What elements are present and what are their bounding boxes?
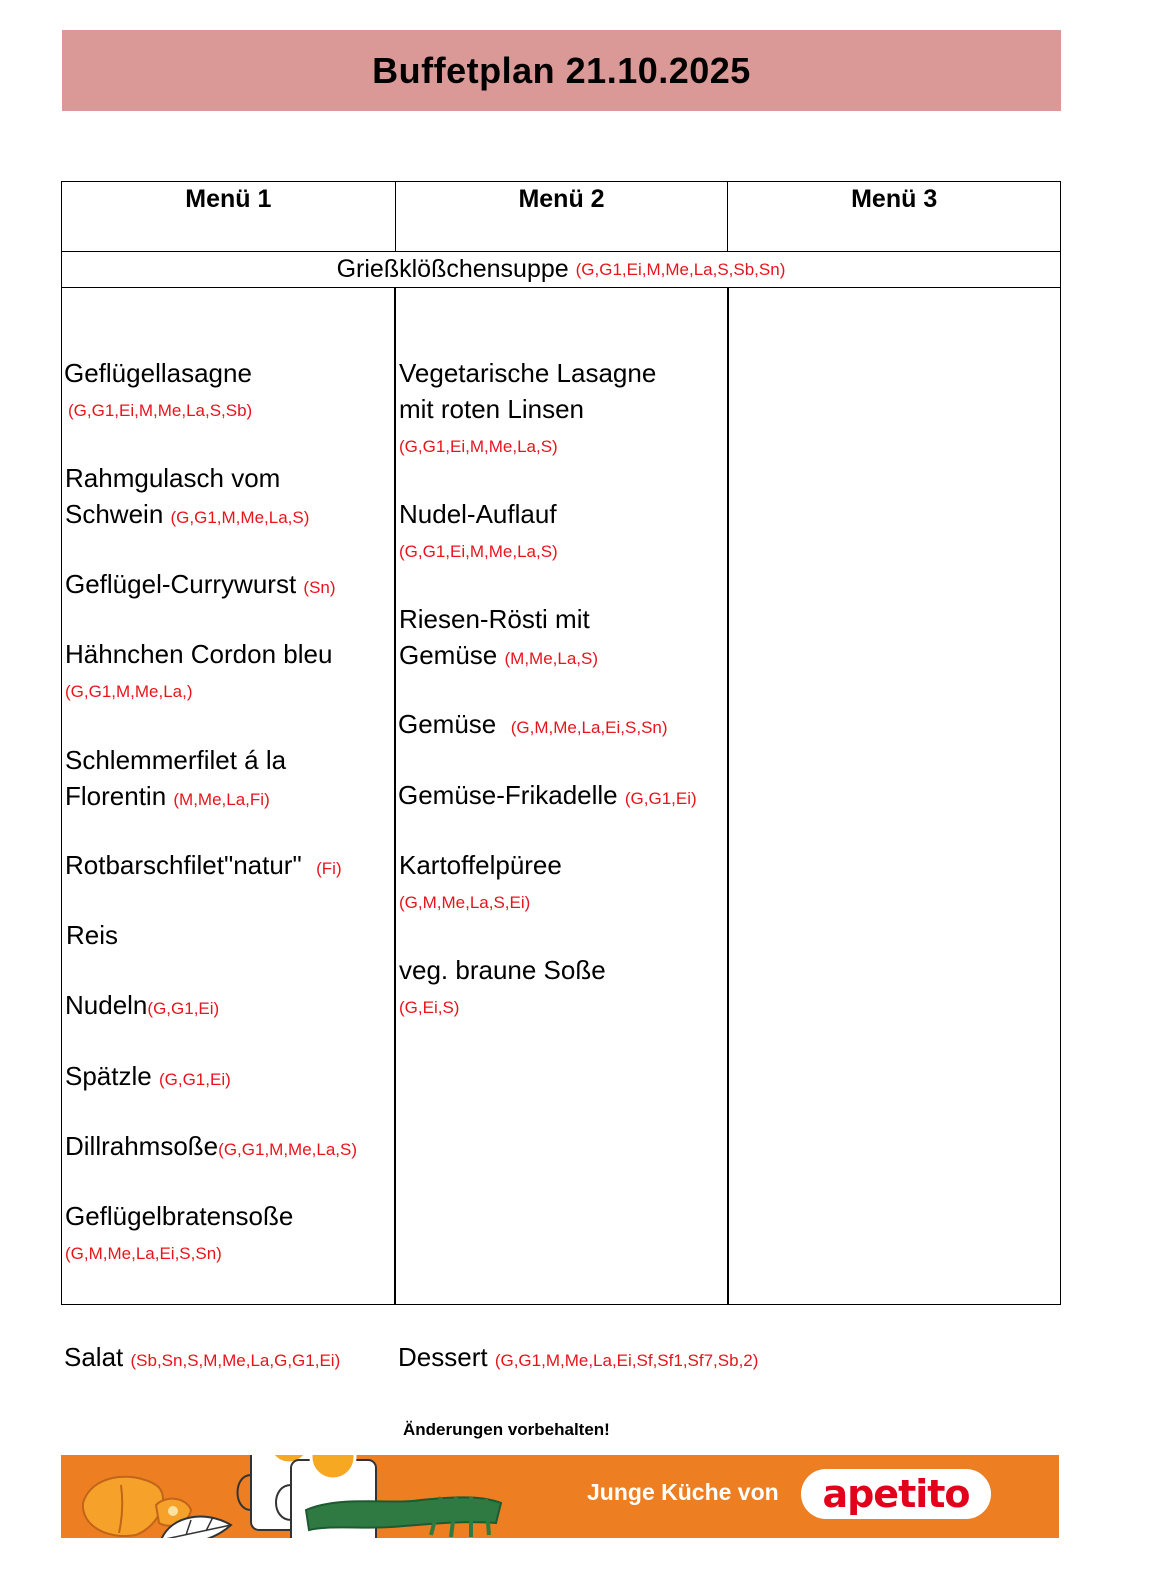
dish-allergens: (G,G1,Ei) bbox=[158, 1070, 231, 1089]
dish-name: Geflügellasagne bbox=[64, 358, 252, 388]
dish-name: Geflügelbratensoße bbox=[65, 1201, 294, 1231]
dish-name: Rahmgulasch vom bbox=[65, 463, 281, 493]
column-divider bbox=[727, 288, 729, 1304]
dish-allergens: (G,G1,Ei) bbox=[624, 789, 697, 808]
dish-name-line2: Florentin bbox=[65, 781, 167, 811]
dish-allergens: (G,G1,M,Me,La,S) bbox=[170, 508, 310, 527]
banner-slogan: Junge Küche von bbox=[587, 1479, 779, 1505]
menu2-dish-vegetarische-lasagne bbox=[399, 355, 656, 467]
dish-allergens: (G,M,Me,La,Ei,S,Sn) bbox=[65, 1244, 222, 1263]
menu1-dish-dillrahmsosse bbox=[65, 1128, 357, 1168]
dish-name: Vegetarische Lasagne bbox=[399, 358, 657, 388]
dish-name: Nudel-Auflauf bbox=[399, 499, 557, 529]
menu1-dish-geflugellasagne bbox=[64, 355, 252, 431]
dish-name: Gemüse bbox=[398, 709, 497, 739]
dish-allergens: (G,Ei,S) bbox=[399, 998, 460, 1017]
menu2-dish-braune-sosse bbox=[399, 952, 606, 1028]
dish-allergens: (G,M,Me,La,S,Ei) bbox=[399, 893, 531, 912]
dish-allergens: (M,Me,La,Fi) bbox=[173, 790, 270, 809]
dish-allergens: (G,G1,Ei,M,Me,La,S) bbox=[399, 437, 558, 456]
dish-name: Reis bbox=[66, 920, 119, 950]
dessert-line bbox=[398, 1339, 758, 1379]
page-title: Buffetplan 21.10.2025 bbox=[372, 49, 751, 91]
dish-name: Dillrahmsoße bbox=[65, 1131, 219, 1161]
dish-name: Riesen-Rösti mit bbox=[399, 604, 590, 634]
salad-allergens: (Sb,Sn,S,M,Me,La,G,G1,Ei) bbox=[130, 1351, 341, 1370]
title-bar bbox=[62, 30, 1061, 111]
salad-name: Salat bbox=[64, 1342, 124, 1372]
menu1-dish-geflugelbratensosse bbox=[65, 1198, 293, 1274]
menu1-dish-spaetzle bbox=[65, 1058, 231, 1098]
menu1-dish-cordon-bleu bbox=[65, 636, 332, 712]
dish-allergens: (G,G1,Ei) bbox=[147, 999, 220, 1018]
apetito-logo-text: apetito bbox=[822, 1472, 970, 1516]
dish-allergens: (G,M,Me,La,Ei,S,Sn) bbox=[510, 718, 668, 737]
menu1-dish-rotbarschfilet bbox=[65, 847, 342, 887]
menu2-dish-kartoffelpueree bbox=[399, 847, 562, 923]
changes-notice: Änderungen vorbehalten! bbox=[403, 1420, 610, 1439]
autumn-illustration bbox=[61, 1455, 521, 1538]
dish-name-line2: mit roten Linsen bbox=[399, 394, 584, 424]
dish-name-line2: Gemüse bbox=[399, 640, 498, 670]
dish-allergens: (M,Me,La,S) bbox=[504, 649, 599, 668]
soup-allergens: (G,G1,Ei,M,Me,La,S,Sb,Sn) bbox=[575, 259, 786, 279]
header-menu-2: Menü 2 bbox=[395, 182, 728, 251]
dish-name: Hähnchen Cordon bleu bbox=[65, 639, 333, 669]
dish-name: Geflügel-Currywurst bbox=[65, 569, 297, 599]
table-header-row bbox=[62, 182, 1060, 252]
dish-name: veg. braune Soße bbox=[399, 955, 606, 985]
dish-name: Nudeln bbox=[65, 990, 148, 1020]
menu2-dish-nudel-auflauf bbox=[399, 496, 558, 572]
dish-allergens: (Sn) bbox=[303, 578, 336, 597]
dish-name: Gemüse-Frikadelle bbox=[398, 780, 618, 810]
apetito-logo bbox=[801, 1469, 991, 1519]
dish-allergens: (G,G1,M,Me,La,) bbox=[65, 682, 193, 701]
menu1-dish-rahmgulasch bbox=[65, 460, 309, 536]
menu1-dish-nudeln bbox=[65, 987, 219, 1027]
menu1-dish-schlemmerfilet bbox=[65, 742, 286, 818]
menu2-dish-gemuese-frikadelle bbox=[398, 777, 697, 817]
header-menu-1: Menü 1 bbox=[185, 185, 272, 213]
dish-name: Spätzle bbox=[65, 1061, 152, 1091]
column-divider bbox=[394, 288, 396, 1304]
menu1-dish-currywurst bbox=[65, 566, 336, 606]
dish-allergens: (G,G1,M,Me,La,S) bbox=[218, 1140, 358, 1159]
salad-line bbox=[64, 1339, 340, 1379]
dish-name-line2: Schwein bbox=[65, 499, 164, 529]
dish-name: Rotbarschfilet"natur" bbox=[65, 850, 302, 880]
soup-name: Grießklößchensuppe bbox=[336, 255, 569, 283]
menu2-dish-gemuese bbox=[398, 706, 668, 746]
footer-banner bbox=[61, 1455, 1059, 1538]
menu2-dish-riesen-roesti bbox=[399, 601, 598, 677]
dish-allergens: (G,G1,Ei,M,Me,La,S) bbox=[399, 542, 558, 561]
dish-allergens: (Fi) bbox=[316, 859, 342, 878]
dessert-allergens: (G,G1,M,Me,La,Ei,Sf,Sf1,Sf7,Sb,2) bbox=[494, 1351, 759, 1370]
dish-name: Schlemmerfilet á la bbox=[65, 745, 287, 775]
dish-name: Kartoffelpüree bbox=[399, 850, 562, 880]
dessert-name: Dessert bbox=[398, 1342, 488, 1372]
header-menu-3: Menü 3 bbox=[727, 182, 1060, 251]
menu1-dish-reis bbox=[66, 917, 118, 953]
soup-row bbox=[62, 252, 1060, 288]
dish-allergens: (G,G1,Ei,M,Me,La,S,Sb) bbox=[68, 401, 253, 420]
